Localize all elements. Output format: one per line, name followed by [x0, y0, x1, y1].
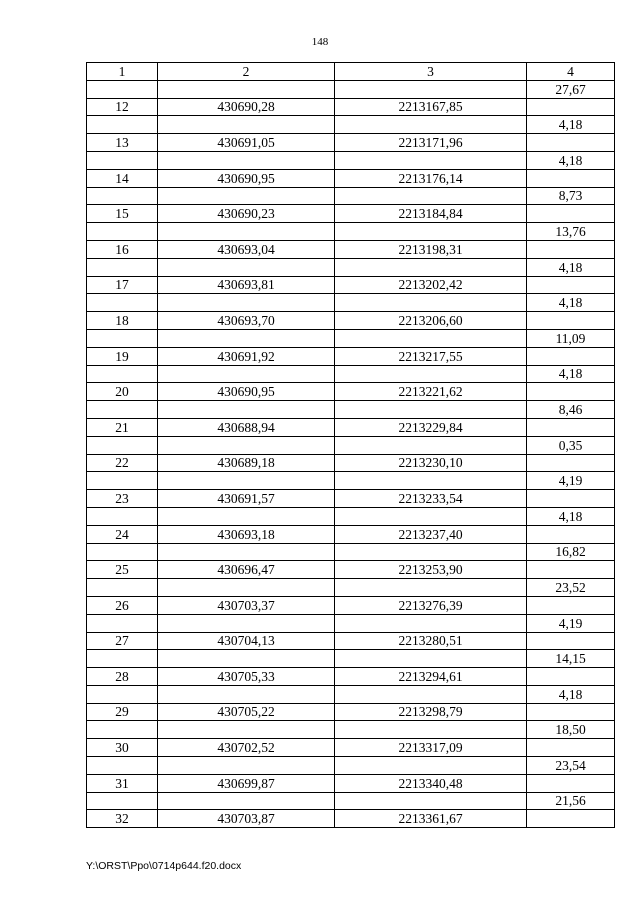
empty-cell	[158, 721, 335, 739]
point-number-cell: 26	[87, 596, 158, 614]
point-number-cell: 21	[87, 418, 158, 436]
distance-row	[87, 329, 615, 347]
empty-cell	[87, 721, 158, 739]
distance-cell: 4,19	[527, 472, 615, 490]
point-number-cell: 25	[87, 561, 158, 579]
footer-file-path: Y:\ORST\Ppo\0714p644.f20.docx	[86, 860, 242, 872]
point-number-cell: 24	[87, 525, 158, 543]
empty-cell	[87, 294, 158, 312]
distance-row	[87, 685, 615, 703]
empty-cell	[335, 258, 527, 276]
distance-cell: 8,46	[527, 401, 615, 419]
header-col-4: 4	[527, 63, 615, 81]
x-coordinate-cell: 430691,05	[158, 134, 335, 152]
empty-cell	[87, 365, 158, 383]
x-coordinate-cell: 430693,81	[158, 276, 335, 294]
empty-cell	[527, 596, 615, 614]
empty-cell	[158, 401, 335, 419]
distance-row	[87, 543, 615, 561]
y-coordinate-cell: 2213217,55	[335, 347, 527, 365]
distance-row	[87, 721, 615, 739]
distance-row	[87, 650, 615, 668]
empty-cell	[158, 223, 335, 241]
y-coordinate-cell: 2213202,42	[335, 276, 527, 294]
distance-cell: 4,18	[527, 294, 615, 312]
empty-cell	[87, 543, 158, 561]
empty-cell	[527, 774, 615, 792]
x-coordinate-cell: 430705,33	[158, 668, 335, 686]
x-coordinate-cell: 430690,95	[158, 383, 335, 401]
y-coordinate-cell: 2213317,09	[335, 739, 527, 757]
distance-row	[87, 401, 615, 419]
y-coordinate-cell: 2213171,96	[335, 134, 527, 152]
distance-cell: 4,18	[527, 151, 615, 169]
empty-cell	[527, 739, 615, 757]
distance-cell: 4,18	[527, 685, 615, 703]
point-row	[87, 205, 615, 223]
y-coordinate-cell: 2213237,40	[335, 525, 527, 543]
point-row	[87, 561, 615, 579]
point-row	[87, 134, 615, 152]
empty-cell	[158, 116, 335, 134]
y-coordinate-cell: 2213233,54	[335, 490, 527, 508]
empty-cell	[158, 757, 335, 775]
distance-cell: 21,56	[527, 792, 615, 810]
point-row	[87, 454, 615, 472]
empty-cell	[158, 543, 335, 561]
distance-row	[87, 579, 615, 597]
empty-cell	[87, 116, 158, 134]
empty-cell	[87, 401, 158, 419]
coordinates-table	[86, 62, 615, 828]
empty-cell	[158, 329, 335, 347]
empty-cell	[335, 294, 527, 312]
distance-cell: 18,50	[527, 721, 615, 739]
empty-cell	[87, 757, 158, 775]
point-row	[87, 490, 615, 508]
distance-cell: 27,67	[527, 80, 615, 98]
empty-cell	[527, 810, 615, 828]
x-coordinate-cell: 430696,47	[158, 561, 335, 579]
empty-cell	[158, 151, 335, 169]
point-number-cell: 32	[87, 810, 158, 828]
empty-cell	[527, 490, 615, 508]
header-col-2: 2	[158, 63, 335, 81]
empty-cell	[335, 151, 527, 169]
x-coordinate-cell: 430704,13	[158, 632, 335, 650]
empty-cell	[158, 792, 335, 810]
empty-cell	[335, 792, 527, 810]
y-coordinate-cell: 2213198,31	[335, 240, 527, 258]
distance-row	[87, 365, 615, 383]
empty-cell	[87, 792, 158, 810]
distance-cell: 4,18	[527, 507, 615, 525]
y-coordinate-cell: 2213294,61	[335, 668, 527, 686]
empty-cell	[335, 721, 527, 739]
empty-cell	[527, 240, 615, 258]
point-row	[87, 810, 615, 828]
y-coordinate-cell: 2213298,79	[335, 703, 527, 721]
distance-row	[87, 187, 615, 205]
empty-cell	[158, 507, 335, 525]
empty-cell	[335, 507, 527, 525]
y-coordinate-cell: 2213206,60	[335, 312, 527, 330]
point-row	[87, 347, 615, 365]
distance-cell: 14,15	[527, 650, 615, 668]
empty-cell	[527, 205, 615, 223]
empty-cell	[87, 650, 158, 668]
distance-row	[87, 436, 615, 454]
empty-cell	[158, 579, 335, 597]
empty-cell	[335, 365, 527, 383]
point-number-cell: 23	[87, 490, 158, 508]
empty-cell	[527, 454, 615, 472]
point-row	[87, 276, 615, 294]
empty-cell	[335, 223, 527, 241]
empty-cell	[87, 151, 158, 169]
x-coordinate-cell: 430693,04	[158, 240, 335, 258]
distance-row	[87, 116, 615, 134]
x-coordinate-cell: 430705,22	[158, 703, 335, 721]
empty-cell	[527, 383, 615, 401]
x-coordinate-cell: 430688,94	[158, 418, 335, 436]
distance-cell: 4,18	[527, 258, 615, 276]
distance-cell: 4,18	[527, 365, 615, 383]
distance-cell: 13,76	[527, 223, 615, 241]
distance-row	[87, 294, 615, 312]
empty-cell	[158, 80, 335, 98]
empty-cell	[335, 757, 527, 775]
point-number-cell: 27	[87, 632, 158, 650]
point-row	[87, 739, 615, 757]
empty-cell	[527, 418, 615, 436]
empty-cell	[335, 401, 527, 419]
y-coordinate-cell: 2213276,39	[335, 596, 527, 614]
empty-cell	[87, 329, 158, 347]
point-row	[87, 774, 615, 792]
y-coordinate-cell: 2213184,84	[335, 205, 527, 223]
empty-cell	[87, 507, 158, 525]
y-coordinate-cell: 2213340,48	[335, 774, 527, 792]
empty-cell	[158, 614, 335, 632]
distance-row	[87, 258, 615, 276]
point-number-cell: 14	[87, 169, 158, 187]
point-row	[87, 525, 615, 543]
empty-cell	[87, 436, 158, 454]
empty-cell	[158, 294, 335, 312]
empty-cell	[527, 276, 615, 294]
distance-cell: 16,82	[527, 543, 615, 561]
empty-cell	[158, 650, 335, 668]
x-coordinate-cell: 430691,57	[158, 490, 335, 508]
empty-cell	[527, 134, 615, 152]
distance-cell: 4,19	[527, 614, 615, 632]
empty-cell	[335, 614, 527, 632]
y-coordinate-cell: 2213361,67	[335, 810, 527, 828]
distance-row	[87, 507, 615, 525]
y-coordinate-cell: 2213167,85	[335, 98, 527, 116]
point-number-cell: 19	[87, 347, 158, 365]
empty-cell	[158, 258, 335, 276]
point-number-cell: 22	[87, 454, 158, 472]
empty-cell	[158, 436, 335, 454]
x-coordinate-cell: 430693,70	[158, 312, 335, 330]
point-number-cell: 18	[87, 312, 158, 330]
point-number-cell: 15	[87, 205, 158, 223]
x-coordinate-cell: 430690,95	[158, 169, 335, 187]
point-row	[87, 632, 615, 650]
empty-cell	[527, 525, 615, 543]
empty-cell	[87, 187, 158, 205]
x-coordinate-cell: 430699,87	[158, 774, 335, 792]
x-coordinate-cell: 430693,18	[158, 525, 335, 543]
point-row	[87, 312, 615, 330]
distance-row	[87, 614, 615, 632]
x-coordinate-cell: 430689,18	[158, 454, 335, 472]
header-row	[87, 63, 615, 81]
distance-row	[87, 223, 615, 241]
point-number-cell: 31	[87, 774, 158, 792]
y-coordinate-cell: 2213280,51	[335, 632, 527, 650]
distance-cell: 23,52	[527, 579, 615, 597]
point-number-cell: 13	[87, 134, 158, 152]
empty-cell	[335, 472, 527, 490]
distance-cell: 4,18	[527, 116, 615, 134]
table-body	[87, 80, 615, 827]
point-row	[87, 240, 615, 258]
point-row	[87, 418, 615, 436]
empty-cell	[87, 579, 158, 597]
empty-cell	[335, 187, 527, 205]
point-number-cell: 17	[87, 276, 158, 294]
y-coordinate-cell: 2213230,10	[335, 454, 527, 472]
x-coordinate-cell: 430691,92	[158, 347, 335, 365]
header-col-3: 3	[335, 63, 527, 81]
distance-row	[87, 80, 615, 98]
distance-cell: 11,09	[527, 329, 615, 347]
point-number-cell: 20	[87, 383, 158, 401]
empty-cell	[335, 579, 527, 597]
x-coordinate-cell: 430703,87	[158, 810, 335, 828]
y-coordinate-cell: 2213229,84	[335, 418, 527, 436]
empty-cell	[527, 312, 615, 330]
point-row	[87, 169, 615, 187]
y-coordinate-cell: 2213221,62	[335, 383, 527, 401]
empty-cell	[527, 668, 615, 686]
empty-cell	[527, 98, 615, 116]
point-row	[87, 383, 615, 401]
x-coordinate-cell: 430702,52	[158, 739, 335, 757]
distance-cell: 23,54	[527, 757, 615, 775]
empty-cell	[527, 703, 615, 721]
point-number-cell: 29	[87, 703, 158, 721]
empty-cell	[87, 614, 158, 632]
x-coordinate-cell: 430690,28	[158, 98, 335, 116]
header-col-1: 1	[87, 63, 158, 81]
point-number-cell: 12	[87, 98, 158, 116]
empty-cell	[158, 187, 335, 205]
point-row	[87, 703, 615, 721]
empty-cell	[527, 169, 615, 187]
empty-cell	[87, 472, 158, 490]
empty-cell	[158, 685, 335, 703]
point-row	[87, 668, 615, 686]
empty-cell	[527, 632, 615, 650]
empty-cell	[335, 80, 527, 98]
empty-cell	[87, 223, 158, 241]
empty-cell	[335, 436, 527, 454]
distance-cell: 0,35	[527, 436, 615, 454]
empty-cell	[527, 347, 615, 365]
page-number: 148	[311, 36, 329, 48]
empty-cell	[335, 329, 527, 347]
distance-cell: 8,73	[527, 187, 615, 205]
distance-row	[87, 151, 615, 169]
point-number-cell: 30	[87, 739, 158, 757]
point-row	[87, 98, 615, 116]
empty-cell	[87, 80, 158, 98]
empty-cell	[335, 116, 527, 134]
empty-cell	[158, 365, 335, 383]
point-number-cell: 16	[87, 240, 158, 258]
x-coordinate-cell: 430703,37	[158, 596, 335, 614]
empty-cell	[87, 685, 158, 703]
point-number-cell: 28	[87, 668, 158, 686]
y-coordinate-cell: 2213176,14	[335, 169, 527, 187]
distance-row	[87, 757, 615, 775]
empty-cell	[335, 543, 527, 561]
empty-cell	[335, 685, 527, 703]
distance-row	[87, 792, 615, 810]
distance-row	[87, 472, 615, 490]
point-row	[87, 596, 615, 614]
x-coordinate-cell: 430690,23	[158, 205, 335, 223]
empty-cell	[158, 472, 335, 490]
empty-cell	[527, 561, 615, 579]
empty-cell	[87, 258, 158, 276]
empty-cell	[335, 650, 527, 668]
y-coordinate-cell: 2213253,90	[335, 561, 527, 579]
